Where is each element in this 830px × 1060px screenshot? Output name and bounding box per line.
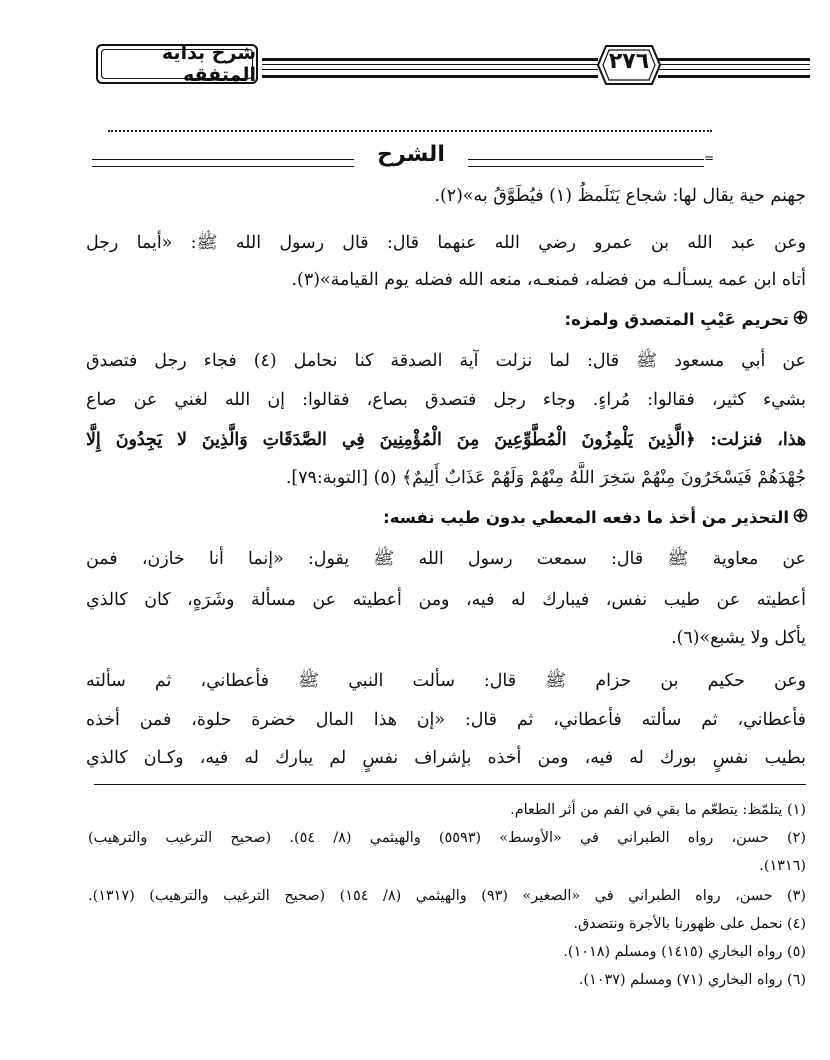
ornament-flower-icon: [793, 508, 808, 527]
text-line-13: بطيب نفسٍ بورك له فيه، ومن أخذه بإشراف نفسٍ لم يبارك له فيه، وكـان كالذي: [86, 748, 806, 768]
subheading-2-text: التحذير من أخذ ما دفعه المعطي بدون طيب نفسه:: [383, 508, 789, 527]
subheading-1: [86, 310, 808, 329]
dotted-separator: [108, 122, 712, 132]
margin-mark: =: [704, 151, 715, 165]
header-rule-left: [262, 56, 598, 78]
text-line-10: يأكل ولا يشبع»(٦).: [671, 628, 806, 648]
text-line-11: وعن حكيم بن حزام ﷺ قال: سألت النبي ﷺ فأعطاني، ثم سألته: [86, 671, 806, 691]
footnote-4: (٤) نحمل على ظهورنا بالأجرة ونتصدق.: [573, 916, 806, 932]
page-number-badge: [596, 44, 662, 86]
book-title: شرح بداية المتفقه: [161, 42, 256, 86]
text-line-4: عن أبي مسعود ﷺ قال: لما نزلت آية الصدقة كنا نحامل (٤) فجاء رجل فتصدق: [86, 351, 807, 371]
ornament-flower-icon: [793, 310, 808, 329]
subheading-2: [86, 508, 808, 527]
footnote-3: (٣) حسن، رواه الطبراني في «الصغير» (٩٣) والهيثمي (٨/ ١٥٤) (صحيح الترغيب والترهيب) (١٣١٧).: [88, 888, 806, 904]
footnote-2: (٢) حسن، رواه الطبراني في «الأوسط» (٥٥٩٣) والهيثمي (٨/ ٥٤). (صحيح الترغيب والترهيب): [88, 830, 806, 846]
text-line-9: أعطيته عن طيب نفس، فيبارك له فيه، ومن أعطيته عن مسألة وشَرَهٍ، كان كالذي: [86, 590, 806, 610]
section-rule-left: [92, 159, 354, 167]
footnote-1: (١) يتلمّظ: يتطعّم ما بقي في الفم من أثر الطعام.: [510, 802, 806, 818]
text-line-8: عن معاوية ﷺ قال: سمعت رسول الله ﷺ يقول: «إنما أنا خازن، فمن: [86, 549, 806, 569]
text-line-5: بشيء كثير، فقالوا: مُراءٍ. وجاء رجل فتصدق بصاع، فقالوا: إن الله لغني عن صاع: [86, 390, 806, 410]
text-line-2: وعن عبد الله بن عمرو رضي الله عنهما قال: قال رسول الله ﷺ: «أيما رجل: [86, 233, 806, 253]
footnote-2-cont: (١٣١٦).: [759, 858, 806, 874]
text-line-7-quran: جُهْدَهُمْ فَيَسْخَرُونَ مِنْهُمْ سَخِرَ اللَّهُ مِنْهُمْ وَلَهُمْ عَذَابٌ أَلِيمٌ﴾ (٥) [التوبة:٧٩].: [285, 468, 806, 488]
text-line-12: فأعطاني، ثم سألته فأعطاني، ثم قال: «إن هذا المال خضرة حلوة، فمن أخذه: [86, 710, 806, 730]
section-title: الشرح: [377, 142, 445, 167]
page-number: ٢٧٦: [608, 49, 650, 74]
footnote-rule: [94, 784, 806, 785]
text-line-3: أتاه ابن عمه يسـألـه من فضله، فمنعـه، منعه الله فضله يوم القيامة»(٣).: [291, 270, 806, 290]
text-line-6-quran: هذا، فنزلت: ﴿الَّذِينَ يَلْمِزُونَ الْمُطَّوِّعِينَ مِنَ الْمُؤْمِنِينَ فِي الصَّدَقَاتِ وَالَّذِينَ لا يَجِدُونَ إِلَّا: [86, 430, 806, 450]
footnote-5: (٥) رواه البخاري (١٤١٥) ومسلم (١٠١٨).: [563, 944, 806, 960]
footnote-6: (٦) رواه البخاري (٧١) ومسلم (١٠٣٧).: [578, 972, 806, 988]
subheading-1-text: تحريم عَيْبِ المتصدق ولمزه:: [564, 310, 789, 329]
book-title-frame: [96, 44, 258, 84]
header-rule-right: [658, 56, 810, 78]
text-line-1: جهنم حية يقال لها: شجاع يَتَلَمظُ (١) فيُطَوَّقُ به»(٢).: [434, 186, 806, 206]
section-rule-right: [468, 159, 704, 167]
